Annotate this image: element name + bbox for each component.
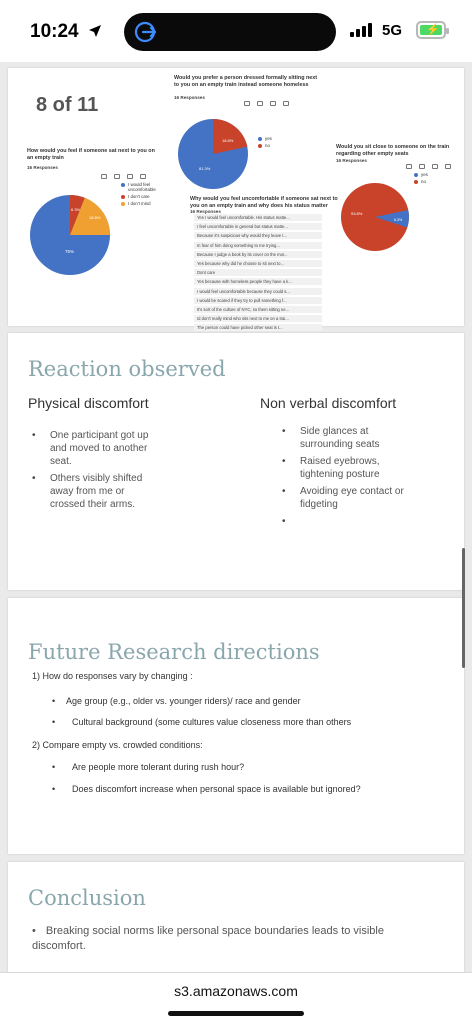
conclusion-text: • Breaking social norms like personal space boundaries leads to visible discomfort. [32, 925, 384, 952]
responses-list [194, 214, 322, 333]
slide-reaction-observed [8, 333, 464, 590]
bullet-dot: • [52, 784, 56, 794]
nonverbal-list [282, 425, 422, 515]
scroll-indicator[interactable] [462, 548, 465, 668]
q-left-responses: 16 Responses [27, 165, 58, 170]
response-item: Id don't really mind who sits next to me on a trai... [194, 315, 322, 322]
response-item: I feel uncomfortable in general but status matte... [194, 223, 322, 230]
chart-toolbar [406, 164, 451, 169]
q-top-responses: 16 Responses [174, 95, 205, 100]
response-item: Yes because why did he choose to sit next to... [194, 260, 322, 267]
response-item: I would feel uncomfortable because they could s... [194, 288, 322, 295]
dynamic-island[interactable] [124, 13, 336, 51]
chart-toolbar [101, 174, 146, 179]
bullet-dot: • [52, 762, 56, 772]
list-item: • Side glances at surrounding seats [282, 425, 422, 451]
slide-survey-results [8, 68, 464, 331]
question-2-item: Does discomfort increase when personal space is available but ignored? [72, 784, 361, 794]
pie-label-main: 81.3% [199, 166, 211, 171]
response-item: Yes because with homeless people they have a k... [194, 278, 322, 285]
legend-top: yes no [258, 136, 272, 150]
question-1: 1) How do responses vary by changing : [32, 671, 193, 681]
bullet-dot: • [52, 717, 56, 727]
network-type: 5G [382, 22, 403, 39]
battery-icon: ⚡ [416, 21, 446, 39]
response-item: It's sort of the culture of NYC, so them sitting ne... [194, 306, 322, 313]
location-arrow-icon [88, 24, 102, 38]
question-1-item: Cultural background (some cultures value closeness more than others [72, 717, 352, 727]
q-top-title: Would you prefer a person dressed formally sitting next to you on an empty train instead someone homeless [174, 75, 318, 89]
response-item: In fear of him doing something to me trying... [194, 242, 322, 249]
clock: 10:24 [30, 21, 79, 42]
home-indicator[interactable] [168, 1011, 304, 1016]
question-1-item: Age group (e.g., older vs. younger riders)/ race and gender [66, 696, 301, 706]
response-item: The person could have picked other seat is t... [194, 324, 322, 331]
question-2: 2) Compare empty vs. crowded conditions: [32, 740, 203, 750]
pie-chart-left [29, 194, 111, 276]
response-item: Yes I would feel uncomfortable. His status matte... [194, 214, 322, 221]
nonverbal-heading: Non verbal discomfort [260, 395, 397, 411]
pie-label-b: 18.8% [222, 138, 234, 143]
pie-label-b: 18.8% [89, 215, 101, 220]
response-item: Because I judge a book by its cover on the mor... [194, 251, 322, 258]
list-item: • One participant got up and moved to another seat. [32, 429, 152, 468]
response-item: Dont care [194, 269, 322, 276]
q-why-responses: 16 Responses [190, 209, 221, 214]
legend-right: yes no [414, 172, 428, 186]
slide-number: 8 of 11 [36, 94, 99, 116]
pie-chart-right [340, 182, 410, 252]
legend-left: I would feel uncomfortable I don't care I don't mind [121, 182, 157, 208]
slide-title: Conclusion [28, 886, 146, 910]
slide-future-research [8, 598, 464, 854]
cellular-signal-icon [350, 23, 374, 37]
pie-label-a: 6.3% [71, 207, 81, 212]
pie-chart-top [177, 118, 249, 190]
url-text[interactable]: s3.amazonaws.com [174, 983, 298, 999]
address-bar[interactable] [0, 972, 472, 1024]
physical-heading: Physical discomfort [28, 395, 149, 411]
pie-label-b: 6.3% [394, 218, 403, 222]
response-item: Because it's suspicious why would they leave t... [194, 232, 322, 239]
slide-conclusion [8, 862, 464, 972]
q-right-responses: 16 Responses [336, 158, 367, 163]
q-why-title: Why would you feel uncomfortable if someone sat next to you on an empty train and why does his status matter [190, 196, 338, 210]
status-bar [0, 0, 472, 62]
response-item: I would be scared if they try to pull something f... [194, 297, 322, 304]
list-item: • Raised eyebrows, tightening posture [282, 455, 422, 481]
q-left-title: How would you feel if someone sat next to you on an empty train [27, 148, 155, 162]
pie-label-main: 93.8% [351, 211, 363, 216]
bullet-dot: • [52, 696, 56, 706]
physical-list [32, 429, 152, 515]
list-item: • Avoiding eye contact or fidgeting [282, 485, 422, 511]
screen-share-icon [134, 20, 158, 44]
slide-title: Reaction observed [28, 357, 226, 381]
slide-title: Future Research directions [28, 640, 320, 664]
pie-label-main: 75% [65, 249, 75, 254]
q-right-title: Would you sit close to someone on the train regarding other empty seats [336, 144, 450, 158]
conclusion-item: Breaking social norms like personal space boundaries leads to visible discomfort. [32, 925, 384, 952]
chart-toolbar [244, 101, 289, 106]
list-item: • Others visibly shifted away from me or crossed their arms. [32, 472, 152, 511]
question-2-item: Are people more tolerant during rush hour? [72, 762, 245, 772]
